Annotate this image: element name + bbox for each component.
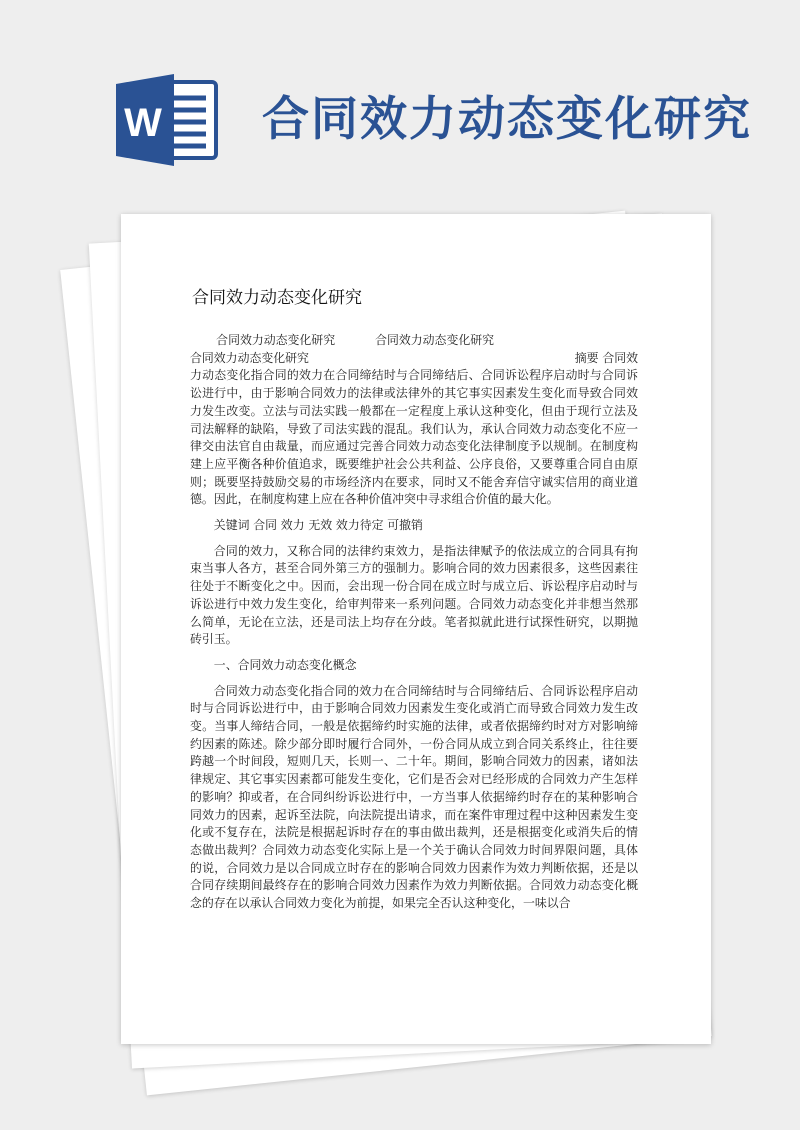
section-paragraph: 合同效力动态变化指合同的效力在合同缔结时与合同缔结后、合同诉讼程序启动时与合同诉讼进行中，由于影响合同效力因素发生变化或消亡而导致合同效力发生改变。当事人缔结合同，一般是依据缔约时实施的法律，或者依据缔约时对方对影响缔约因素的陈述。除少部分即时履行合同外，一份合同从成立到合同关系终止，往往要跨越一个时间段，短则几天，长则一、二十年。期间，影响合同效力的因素，诸如法律规定、其它事实因素都可能发生变化，它们是否会对已经形成的合同效力产生怎样的影响？抑或者，在合同纠纷诉讼进行中，一方当事人依据缔约时存在的某种影响合同效力的因素，起诉至法院，向法院提出请求，而在案件审理过程中这种因素发生变化或不复存在，法院是根据起诉时存在的事由做出裁判，还是根据变化或消失后的情态做出裁判？合同效力动态变化实际上是一个关于确认合同效力时间界限问题，具体的说，合同效力是以合同成立时存在的影响合同效力因素作为效力判断依据，还是以合同存续期间最终存在的影响合同效力因素作为效力判断依据。合同效力动态变化概念的存在以承认合同效力变化为前提，如果完全否认这种变化，一味以合	[190, 683, 638, 911]
keywords: 关键词 合同 效力 无效 效力待定 可撤销	[213, 518, 423, 533]
banner-title: 合同效力动态变化研究	[262, 92, 752, 147]
logo-letter: W	[124, 101, 162, 145]
repeated-title: 合同效力动态变化研究	[216, 333, 336, 347]
repeated-title: 合同效力动态变化研究	[190, 350, 309, 365]
repeated-title: 合同效力动态变化研究	[375, 333, 495, 347]
section-heading: 一、合同效力动态变化概念	[213, 657, 357, 672]
abstract-header-line	[190, 350, 638, 368]
repeated-title-line	[190, 332, 638, 350]
abstract-text: 力动态变化指合同的效力在合同缔结时与合同缔结后、合同诉讼程序启动时与合同诉讼进行中，由于影响合同效力的法律或法律外的其它事实因素发生变化而导致合同效力发生改变。立法与司法实践一般都在一定程度上承认这种变化，但由于现行立法及司法解释的缺陷，导致了司法实践的混乱。我们认为，承认合同效力动态变化不应一律交由法官自由裁量，而应通过完善合同效力动态变化法律制度予以规制。在制度构建上应平衡各种价值追求，既要维护社会公共利益、公序良俗，又要尊重合同自由原则；既要坚持鼓励交易的市场经济内在要求，同时又不能舍弃信守诚实信用的商业道德。因此，在制度构建上应在各种价值冲突中寻求组合价值的最大化。	[190, 368, 638, 507]
document-page	[121, 214, 711, 1044]
document-body	[190, 332, 638, 913]
abstract-label: 摘要 合同效	[574, 350, 638, 365]
word-document-icon	[114, 72, 226, 168]
document-title: 合同效力动态变化研究	[192, 288, 362, 308]
banner-header	[0, 0, 800, 200]
intro-paragraph: 合同的效力，又称合同的法律约束效力，是指法律赋予的依法成立的合同具有拘束当事人各方，甚至合同外第三方的强制力。影响合同的效力因素很多，这些因素往往处于不断变化之中。因而，会出现一份合同在成立时与成立后、诉讼程序启动时与诉讼进行中效力发生变化，给审判带来一系列问题。合同效力动态变化并非想当然那么简单，无论在立法，还是司法上均存在分歧。笔者拟就此进行试探性研究，以期抛砖引玉。	[190, 543, 638, 647]
